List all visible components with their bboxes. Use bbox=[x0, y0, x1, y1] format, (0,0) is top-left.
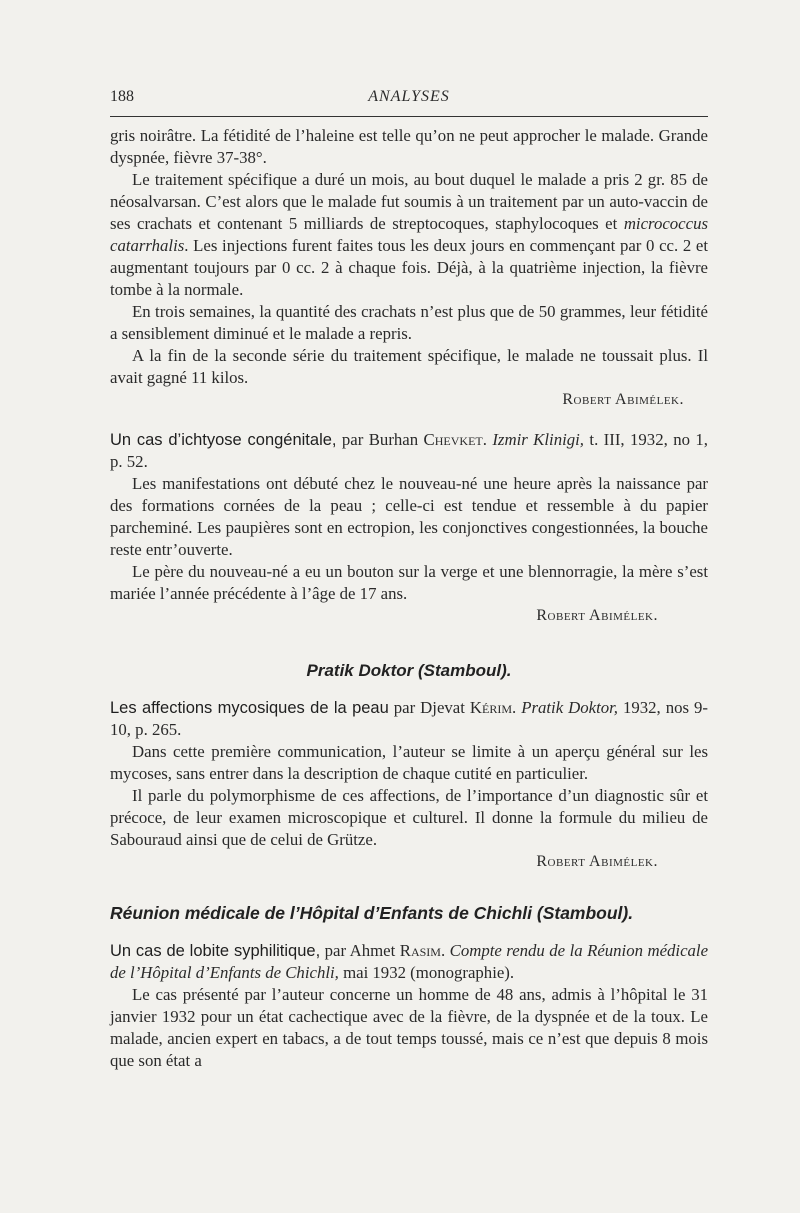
paragraph-text: Le traitement spécifique a duré un mois, au bout duquel le malade a pris 2 gr. 85 de néosalvarsan. C’est alors que le malade fut soumis à un traitement par un auto-vaccin de ses crachats et contenant 5 milliards de streptocoques, staphylocoques et bbox=[110, 170, 708, 233]
section-title: Pratik Doktor (Stamboul). bbox=[306, 661, 512, 680]
paragraph: gris noirâtre. La fétidité de l’haleine est telle qu’on ne peut approcher le malade. Grande dyspnée, fièvre 37-38°. bbox=[110, 126, 708, 167]
entry-heading bbox=[110, 940, 708, 984]
signature: Robert Abimélek. bbox=[562, 391, 684, 408]
signature: Robert Abimélek. bbox=[536, 853, 658, 870]
entry-citation: t. III, 1932, no 1, p. 52. bbox=[110, 430, 708, 471]
paragraph: Le père du nouveau-né a eu un bouton sur la verge et une blennorragie, la mère s’est mariée l’année précédente à l’âge de 17 ans. bbox=[110, 562, 708, 603]
entry-journal: Izmir Klinigi, bbox=[492, 430, 584, 449]
abstract-entry bbox=[110, 429, 708, 627]
paragraph: En trois semaines, la quantité des crachats n’est plus que de 50 grammes, leur fétidité a sensiblement diminué et le malade a repris. bbox=[110, 302, 708, 343]
paragraph bbox=[110, 169, 708, 301]
entry-by: par Burhan bbox=[341, 430, 419, 449]
entry-journal: Pratik Doktor, bbox=[521, 698, 618, 717]
paragraph: Il parle du polymorphisme de ces affections, de l’importance d’un diagnostic sûr et précoce, de leur examen microscopique et culturel. Il donne la formule du milieu de Sabouraud ainsi que de celui de Grütze. bbox=[110, 786, 708, 849]
section-title: Réunion médicale de l’Hôpital d’Enfants de Chichli (Stamboul). bbox=[110, 903, 634, 923]
page-number: 188 bbox=[110, 88, 134, 105]
entry-continued bbox=[110, 125, 708, 411]
italic-term: micrococcus catarrhalis bbox=[110, 214, 708, 255]
entry-journal: Compte rendu de la Réunion médicale de l’Hôpital d’Enfants de Chichli, bbox=[110, 941, 709, 982]
entry-author: Rasim. bbox=[399, 941, 446, 960]
running-title: ANALYSES bbox=[368, 88, 450, 105]
entry-author: Chevket. bbox=[423, 430, 487, 449]
entry-heading bbox=[110, 697, 708, 741]
paragraph: Dans cette première communication, l’auteur se limite à un aperçu général sur les mycoses, sans entrer dans la description de chaque cutité en particulier. bbox=[110, 742, 708, 783]
entry-author: Kérim. bbox=[469, 698, 517, 717]
running-header bbox=[110, 88, 708, 117]
paragraph-text: . Les injections furent faites tous les deux jours en commençant par 0 cc. 2 et augmentant toujours par 0 cc. 2 à chaque fois. Déjà, à la quatrième injection, la fièvre tombe à la normale. bbox=[110, 236, 708, 299]
entry-citation: mai 1932 (monographie). bbox=[343, 963, 515, 982]
paragraph: Les manifestations ont débuté chez le nouveau-né une heure après la naissance par des formations cornées de la peau ; celle-ci est tendue et ressemble à du papier parcheminé. Les paupières sont en ectropion, les conjonctives congestionnées, la bouche reste entr’ouverte. bbox=[110, 474, 708, 559]
entry-citation: 1932, nos 9-10, p. 265. bbox=[110, 698, 708, 739]
entry-by: par Djevat bbox=[393, 698, 465, 717]
paragraph: A la fin de la seconde série du traitement spécifique, le malade ne toussait plus. Il avait gagné 11 kilos. bbox=[110, 346, 708, 387]
abstract-entry bbox=[110, 697, 708, 873]
entry-title: Les affections mycosiques de la peau bbox=[110, 699, 389, 717]
entry-heading bbox=[110, 429, 708, 473]
abstract-entry bbox=[110, 940, 708, 1072]
entry-by: par Ahmet bbox=[324, 941, 396, 960]
signature: Robert Abimélek. bbox=[536, 607, 658, 624]
entry-title: Un cas de lobite syphilitique, bbox=[110, 942, 321, 960]
entry-title: Un cas d’ichtyose congénitale, bbox=[110, 431, 337, 449]
paragraph: Le cas présenté par l’auteur concerne un homme de 48 ans, admis à l’hôpital le 31 janvier 1932 pour un état cachectique avec de la fièvre, de la dyspnée et de la toux. Le malade, ancien expert en tabacs, a de tout temps toussé, mais ce n’est que depuis 8 mois que son état a bbox=[110, 985, 708, 1070]
